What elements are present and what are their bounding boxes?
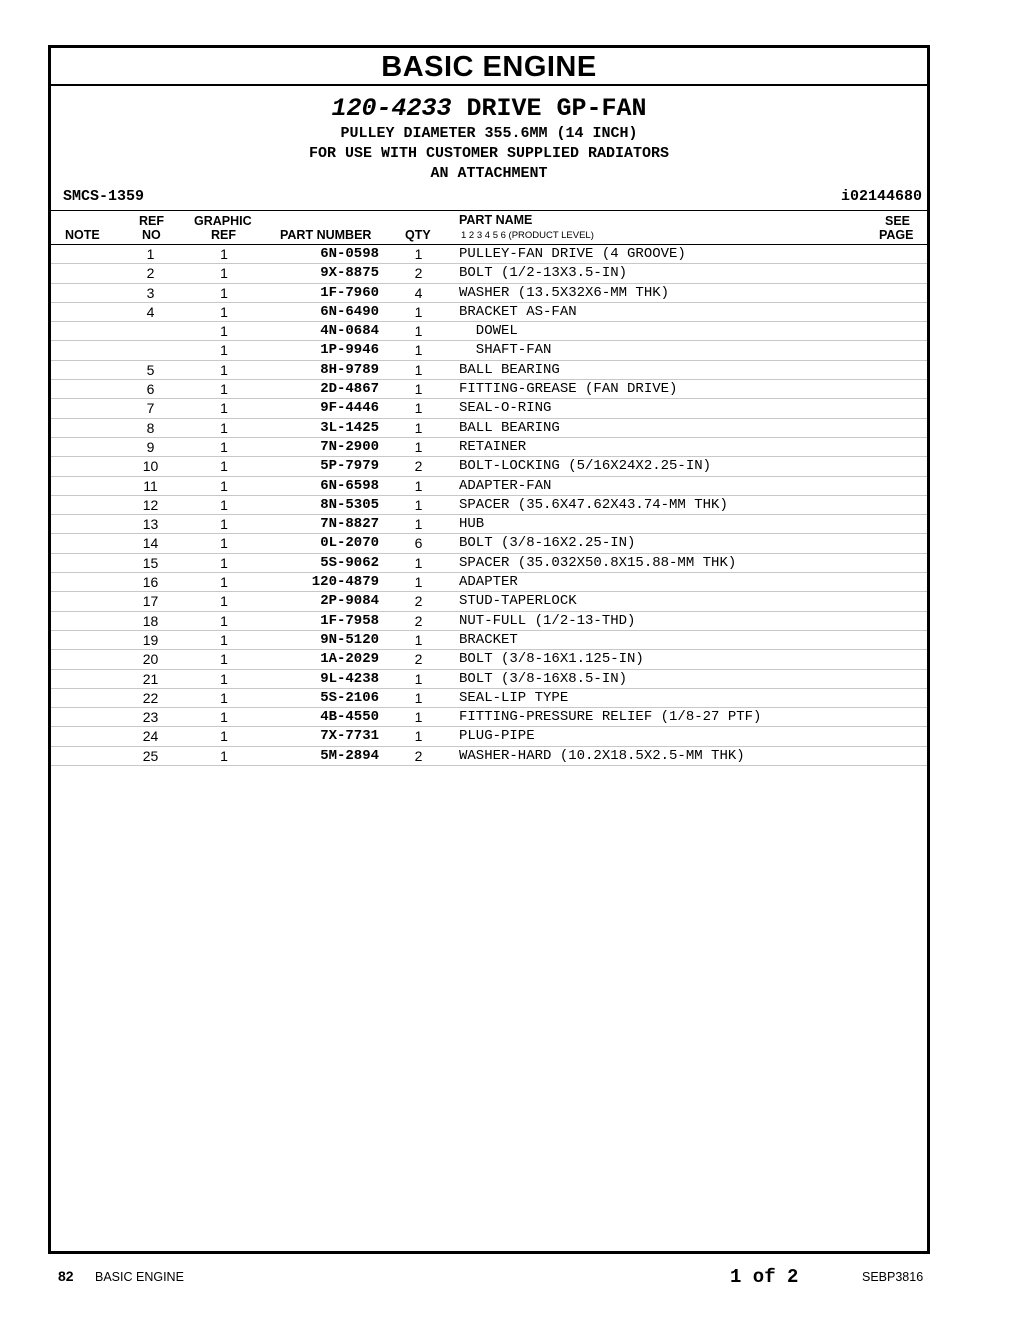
table-row (51, 515, 927, 534)
table-row (51, 592, 927, 611)
ref-no-cell: 25 (142, 747, 159, 764)
ref-no-cell: 11 (143, 477, 158, 494)
graphic-ref-cell: 1 (220, 709, 228, 726)
part-name-cell: PLUG-PIPE (459, 728, 535, 745)
qty-cell: 1 (414, 381, 423, 398)
group-part-number: 120-4233 (331, 94, 452, 123)
graphic-ref-cell: 1 (220, 593, 228, 610)
ref-no-cell: 21 (142, 670, 159, 687)
section-title: BASIC ENGINE (51, 48, 927, 86)
part-name-cell: STUD-TAPERLOCK (459, 593, 577, 610)
ref-no-cell: 6 (146, 381, 155, 398)
part-name-cell: BRACKET AS-FAN (459, 303, 577, 320)
part-name-cell: BOLT (3/8-16X1.125-IN) (459, 651, 644, 668)
qty-cell: 1 (414, 709, 423, 726)
part-name-cell: HUB (459, 516, 485, 533)
graphic-ref-cell: 1 (220, 265, 228, 282)
part-name-cell: SPACER (35.6X47.62X43.74-MM THK) (459, 496, 728, 513)
part-number-cell: 4B-4550 (320, 709, 379, 726)
col-note: NOTE (65, 228, 100, 242)
table-row (51, 670, 927, 689)
part-number-cell: 9N-5120 (320, 631, 379, 648)
ref-no-cell: 16 (142, 574, 159, 591)
part-name-cell: WASHER-HARD (10.2X18.5X2.5-MM THK) (459, 747, 745, 764)
col-graphic-ref-line1: GRAPHIC (194, 214, 252, 228)
part-number-cell: 4N-0684 (320, 323, 379, 340)
qty-cell: 1 (414, 361, 423, 378)
part-name-cell: NUT-FULL (1/2-13-THD) (459, 612, 636, 629)
table-row (51, 689, 927, 708)
part-name-cell: BOLT (3/8-16X8.5-IN) (459, 670, 628, 687)
table-row (51, 361, 927, 380)
col-graphic-ref-line2: REF (211, 228, 236, 242)
qty-cell: 6 (414, 535, 423, 552)
part-number-cell: 120-4879 (311, 574, 379, 591)
part-number-cell: 7N-2900 (320, 438, 379, 455)
group-description-line: AN ATTACHMENT (430, 165, 548, 182)
qty-cell: 2 (414, 651, 423, 668)
table-row (51, 554, 927, 573)
part-number-cell: 7N-8827 (320, 516, 379, 533)
ref-no-cell: 17 (142, 593, 159, 610)
ref-no-cell: 1 (146, 246, 155, 262)
group-description-line: PULLEY DIAMETER 355.6MM (14 INCH) (340, 125, 638, 142)
group-title (51, 94, 927, 124)
qty-cell: 1 (414, 689, 423, 706)
table-row (51, 284, 927, 303)
ref-no-cell: 22 (142, 689, 159, 706)
graphic-ref-cell: 1 (220, 554, 228, 571)
column-header-row (51, 211, 927, 245)
part-name-cell: BALL BEARING (459, 361, 560, 378)
graphic-ref-cell: 1 (220, 747, 228, 764)
graphic-ref-cell: 1 (220, 323, 228, 340)
ref-no-cell: 19 (142, 631, 159, 648)
qty-cell: 1 (414, 323, 423, 340)
graphic-ref-cell: 1 (220, 361, 228, 378)
table-row (51, 380, 927, 399)
graphic-ref-cell: 1 (220, 284, 228, 301)
graphic-ref-cell: 1 (220, 516, 228, 533)
part-number-cell: 6N-6490 (320, 303, 379, 320)
graphic-ref-cell: 1 (220, 689, 228, 706)
table-row (51, 438, 927, 457)
ref-no-cell: 23 (142, 709, 159, 726)
qty-cell: 1 (414, 477, 423, 494)
illustration-id: i02144680 (840, 188, 922, 205)
table-row (51, 631, 927, 650)
qty-cell: 2 (414, 593, 423, 610)
ref-no-cell: 14 (142, 535, 159, 552)
part-number-cell: 6N-6598 (320, 477, 379, 494)
table-row (51, 245, 927, 264)
graphic-ref-cell: 1 (220, 477, 228, 494)
graphic-ref-cell: 1 (220, 458, 228, 475)
parts-page-frame (48, 45, 930, 1254)
qty-cell: 2 (414, 747, 423, 764)
col-see-page-line2: PAGE (879, 228, 914, 242)
qty-cell: 1 (414, 438, 423, 455)
graphic-ref-cell: 1 (220, 631, 228, 648)
part-number-cell: 5S-2106 (320, 689, 379, 706)
col-ref-no-line1: REF (139, 214, 164, 228)
qty-cell: 1 (414, 670, 423, 687)
table-row (51, 612, 927, 631)
part-number-cell: 9L-4238 (320, 670, 379, 687)
graphic-ref-cell: 1 (220, 400, 228, 417)
ref-no-cell: 12 (142, 496, 159, 513)
part-number-cell: 7X-7731 (320, 728, 379, 745)
part-number-cell: 9F-4446 (320, 400, 379, 417)
part-number-cell: 8H-9789 (320, 361, 379, 378)
qty-cell: 1 (414, 246, 423, 262)
part-number-cell: 9X-8875 (320, 265, 379, 282)
part-number-cell: 5M-2894 (320, 747, 379, 764)
table-row (51, 477, 927, 496)
qty-cell: 1 (414, 728, 423, 745)
part-number-cell: 8N-5305 (320, 496, 379, 513)
qty-cell: 2 (414, 265, 423, 282)
part-name-cell: PULLEY-FAN DRIVE (4 GROOVE) (459, 246, 686, 262)
col-see-page-line1: SEE (885, 214, 911, 228)
parts-list (51, 245, 927, 766)
graphic-ref-cell: 1 (220, 728, 228, 745)
graphic-ref-cell: 1 (220, 246, 228, 262)
table-row (51, 534, 927, 553)
graphic-ref-cell: 1 (220, 612, 228, 629)
footer-document-id: SEBP3816 (862, 1270, 924, 1284)
part-name-cell: SPACER (35.032X50.8X15.88-MM THK) (459, 554, 737, 571)
graphic-ref-cell: 1 (220, 670, 228, 687)
part-name-cell: BOLT-LOCKING (5/16X24X2.25-IN) (459, 458, 712, 475)
graphic-ref-cell: 1 (220, 342, 228, 359)
part-number-cell: 0L-2070 (320, 535, 379, 552)
part-name-cell: RETAINER (459, 438, 527, 455)
part-number-cell: 5S-9062 (320, 554, 379, 571)
graphic-ref-cell: 1 (220, 574, 228, 591)
part-name-cell: DOWEL (459, 323, 518, 340)
group-description-line: FOR USE WITH CUSTOMER SUPPLIED RADIATORS (308, 145, 670, 162)
qty-cell: 1 (414, 574, 423, 591)
col-part-number: PART NUMBER (280, 228, 372, 242)
page-footer (0, 1266, 1020, 1290)
part-name-cell: ADAPTER (459, 574, 518, 591)
graphic-ref-cell: 1 (220, 303, 228, 320)
qty-cell: 1 (414, 631, 423, 648)
graphic-ref-cell: 1 (220, 651, 228, 668)
part-name-cell: SEAL-O-RING (459, 400, 552, 417)
graphic-ref-cell: 1 (220, 438, 228, 455)
qty-cell: 1 (414, 496, 423, 513)
qty-cell: 2 (414, 612, 423, 629)
table-row (51, 341, 927, 360)
part-name-cell: BALL BEARING (459, 419, 560, 436)
ref-no-cell: 4 (146, 303, 155, 320)
part-number-cell: 6N-0598 (320, 246, 379, 262)
col-qty: QTY (405, 228, 431, 242)
col-product-level: 1 2 3 4 5 6 (PRODUCT LEVEL) (461, 230, 594, 241)
part-number-cell: 1P-9946 (320, 342, 379, 359)
part-number-cell: 5P-7979 (320, 458, 379, 475)
smcs-code: SMCS-1359 (63, 188, 145, 205)
table-row (51, 457, 927, 476)
part-name-cell: FITTING-GREASE (FAN DRIVE) (459, 381, 678, 398)
group-header (51, 86, 927, 211)
table-row (51, 496, 927, 515)
qty-cell: 1 (414, 342, 423, 359)
table-row (51, 399, 927, 418)
qty-cell: 1 (414, 419, 423, 436)
part-number-cell: 2D-4867 (320, 381, 379, 398)
ref-no-cell: 7 (146, 400, 155, 417)
table-row (51, 727, 927, 746)
ref-no-cell: 15 (142, 554, 159, 571)
table-row (51, 573, 927, 592)
ref-no-cell: 18 (142, 612, 159, 629)
part-name-cell: SHAFT-FAN (459, 342, 552, 359)
part-number-cell: 1F-7958 (320, 612, 379, 629)
ref-no-cell: 20 (142, 651, 159, 668)
ref-no-cell: 8 (146, 419, 155, 436)
ref-no-cell: 2 (146, 265, 155, 282)
group-name: DRIVE GP-FAN (466, 94, 647, 123)
graphic-ref-cell: 1 (220, 496, 228, 513)
part-number-cell: 2P-9084 (320, 593, 379, 610)
table-row (51, 650, 927, 669)
part-name-cell: BRACKET (459, 631, 518, 648)
graphic-ref-cell: 1 (220, 535, 228, 552)
part-name-cell: ADAPTER-FAN (459, 477, 552, 494)
part-number-cell: 3L-1425 (320, 419, 379, 436)
footer-page-of: 1 of 2 (730, 1266, 799, 1288)
col-ref-no-line2: NO (142, 228, 161, 242)
graphic-ref-cell: 1 (220, 381, 228, 398)
ref-no-cell: 9 (146, 438, 155, 455)
ref-no-cell: 10 (142, 458, 159, 475)
col-part-name: PART NAME (459, 213, 533, 227)
footer-page-number: 82 (58, 1268, 74, 1284)
qty-cell: 1 (414, 516, 423, 533)
part-name-cell: BOLT (3/8-16X2.25-IN) (459, 535, 636, 552)
ref-no-cell: 3 (146, 284, 155, 301)
footer-section: BASIC ENGINE (95, 1270, 184, 1284)
qty-cell: 4 (414, 284, 423, 301)
table-row (51, 419, 927, 438)
part-number-cell: 1A-2029 (320, 651, 379, 668)
part-number-cell: 1F-7960 (320, 284, 379, 301)
ref-no-cell: 24 (142, 728, 159, 745)
part-name-cell: BOLT (1/2-13X3.5-IN) (459, 265, 628, 282)
ref-no-cell: 13 (142, 516, 159, 533)
part-name-cell: FITTING-PRESSURE RELIEF (1/8-27 PTF) (459, 709, 762, 726)
ref-no-cell: 5 (146, 361, 155, 378)
table-row (51, 303, 927, 322)
qty-cell: 1 (414, 303, 423, 320)
qty-cell: 1 (414, 400, 423, 417)
part-name-cell: WASHER (13.5X32X6-MM THK) (459, 284, 670, 301)
qty-cell: 1 (414, 554, 423, 571)
qty-cell: 2 (414, 458, 423, 475)
part-name-cell: SEAL-LIP TYPE (459, 689, 569, 706)
table-row (51, 264, 927, 283)
table-row (51, 708, 927, 727)
table-row (51, 322, 927, 341)
graphic-ref-cell: 1 (220, 419, 228, 436)
table-row (51, 747, 927, 766)
